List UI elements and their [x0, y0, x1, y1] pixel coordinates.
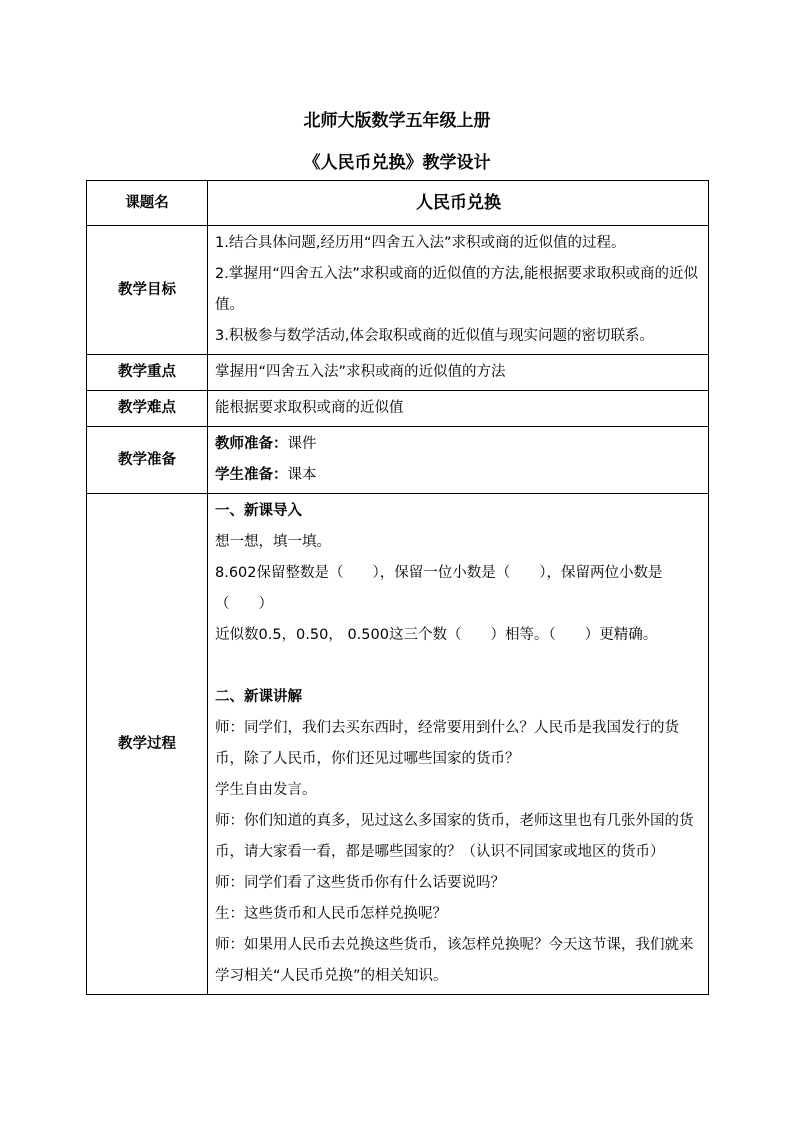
- topic-value: 人民币兑换: [208, 181, 709, 226]
- key-row: [87, 355, 709, 391]
- difficulty-label: 教学难点: [87, 391, 208, 427]
- section1-line2: 8.602保留整数是（ ），保留一位小数是（ ），保留两位小数是（ ）: [215, 565, 663, 612]
- prep-teacher: [215, 429, 702, 460]
- document-title: 北师大版数学五年级上册: [303, 111, 491, 131]
- goals-content: [208, 226, 709, 355]
- section1-line3: 近似数0.5，0.50， 0.500这三个数（ ）相等。（ ）更精确。: [215, 627, 658, 643]
- section1-title: 一、新课导入: [215, 503, 302, 519]
- process-row: [87, 494, 709, 995]
- prep-student-label: 学生准备：: [215, 467, 288, 483]
- prep-row: [87, 427, 709, 494]
- prep-label: 教学准备: [87, 427, 208, 494]
- document-subtitle: 《人民币兑换》教学设计: [303, 153, 491, 173]
- section2-paragraph-6: 师：如果用人民币去兑换这些货币，该怎样兑换呢？今天这节课，我们就来学习相关“人民币兑换”的相关知识。: [215, 937, 694, 984]
- topic-label: 课题名: [87, 181, 208, 226]
- topic-row: [87, 181, 709, 226]
- section1-line1: 想一想，填一填。: [215, 534, 331, 550]
- section2-paragraph-3: 师：你们知道的真多，见过这么多国家的货币，老师这里也有几张外国的货币，请大家看一看，都是哪些国家的？（认识不同国家或地区的货币）: [215, 813, 694, 860]
- prep-content: [208, 427, 709, 494]
- section2-paragraph-4: 师：同学们看了这些货币你有什么话要说吗？: [215, 875, 505, 891]
- goal-item-1: 1.结合具体问题,经历用“四舍五入法”求积或商的近似值的过程。: [215, 235, 626, 251]
- prep-teacher-label: 教师准备：: [215, 436, 288, 452]
- goal-item-3: 3.积极参与数学活动,体会取积或商的近似值与现实问题的密切联系。: [215, 328, 654, 344]
- goal-item-2: 2.掌握用“四舍五入法”求积或商的近似值的方法,能根据要求取积或商的近似值。: [215, 266, 698, 313]
- key-label: 教学重点: [87, 355, 208, 391]
- difficulty-value: 能根据要求取积或商的近似值: [208, 391, 709, 427]
- section2-paragraph-2: 学生自由发言。: [215, 782, 317, 798]
- difficulty-row: [87, 391, 709, 427]
- prep-student-value: 课本: [287, 467, 317, 483]
- lesson-plan-table: [86, 180, 709, 995]
- section2-paragraph-5: 生：这些货币和人民币怎样兑换呢？: [215, 906, 447, 922]
- prep-teacher-value: 课件: [287, 436, 317, 452]
- process-content: [208, 494, 709, 995]
- goals-label: 教学目标: [87, 226, 208, 355]
- process-label: 教学过程: [87, 494, 208, 995]
- key-value: 掌握用“四舍五入法”求积或商的近似值的方法: [208, 355, 709, 391]
- goals-row: [87, 226, 709, 355]
- section2-title: 二、新课讲解: [215, 689, 302, 705]
- spacer: [215, 651, 702, 682]
- section2-paragraph-1: 师：同学们，我们去买东西时，经常要用到什么？人民币是我国发行的货币，除了人民币，你们还见过哪些国家的货币？: [215, 720, 679, 767]
- prep-student: [215, 460, 702, 491]
